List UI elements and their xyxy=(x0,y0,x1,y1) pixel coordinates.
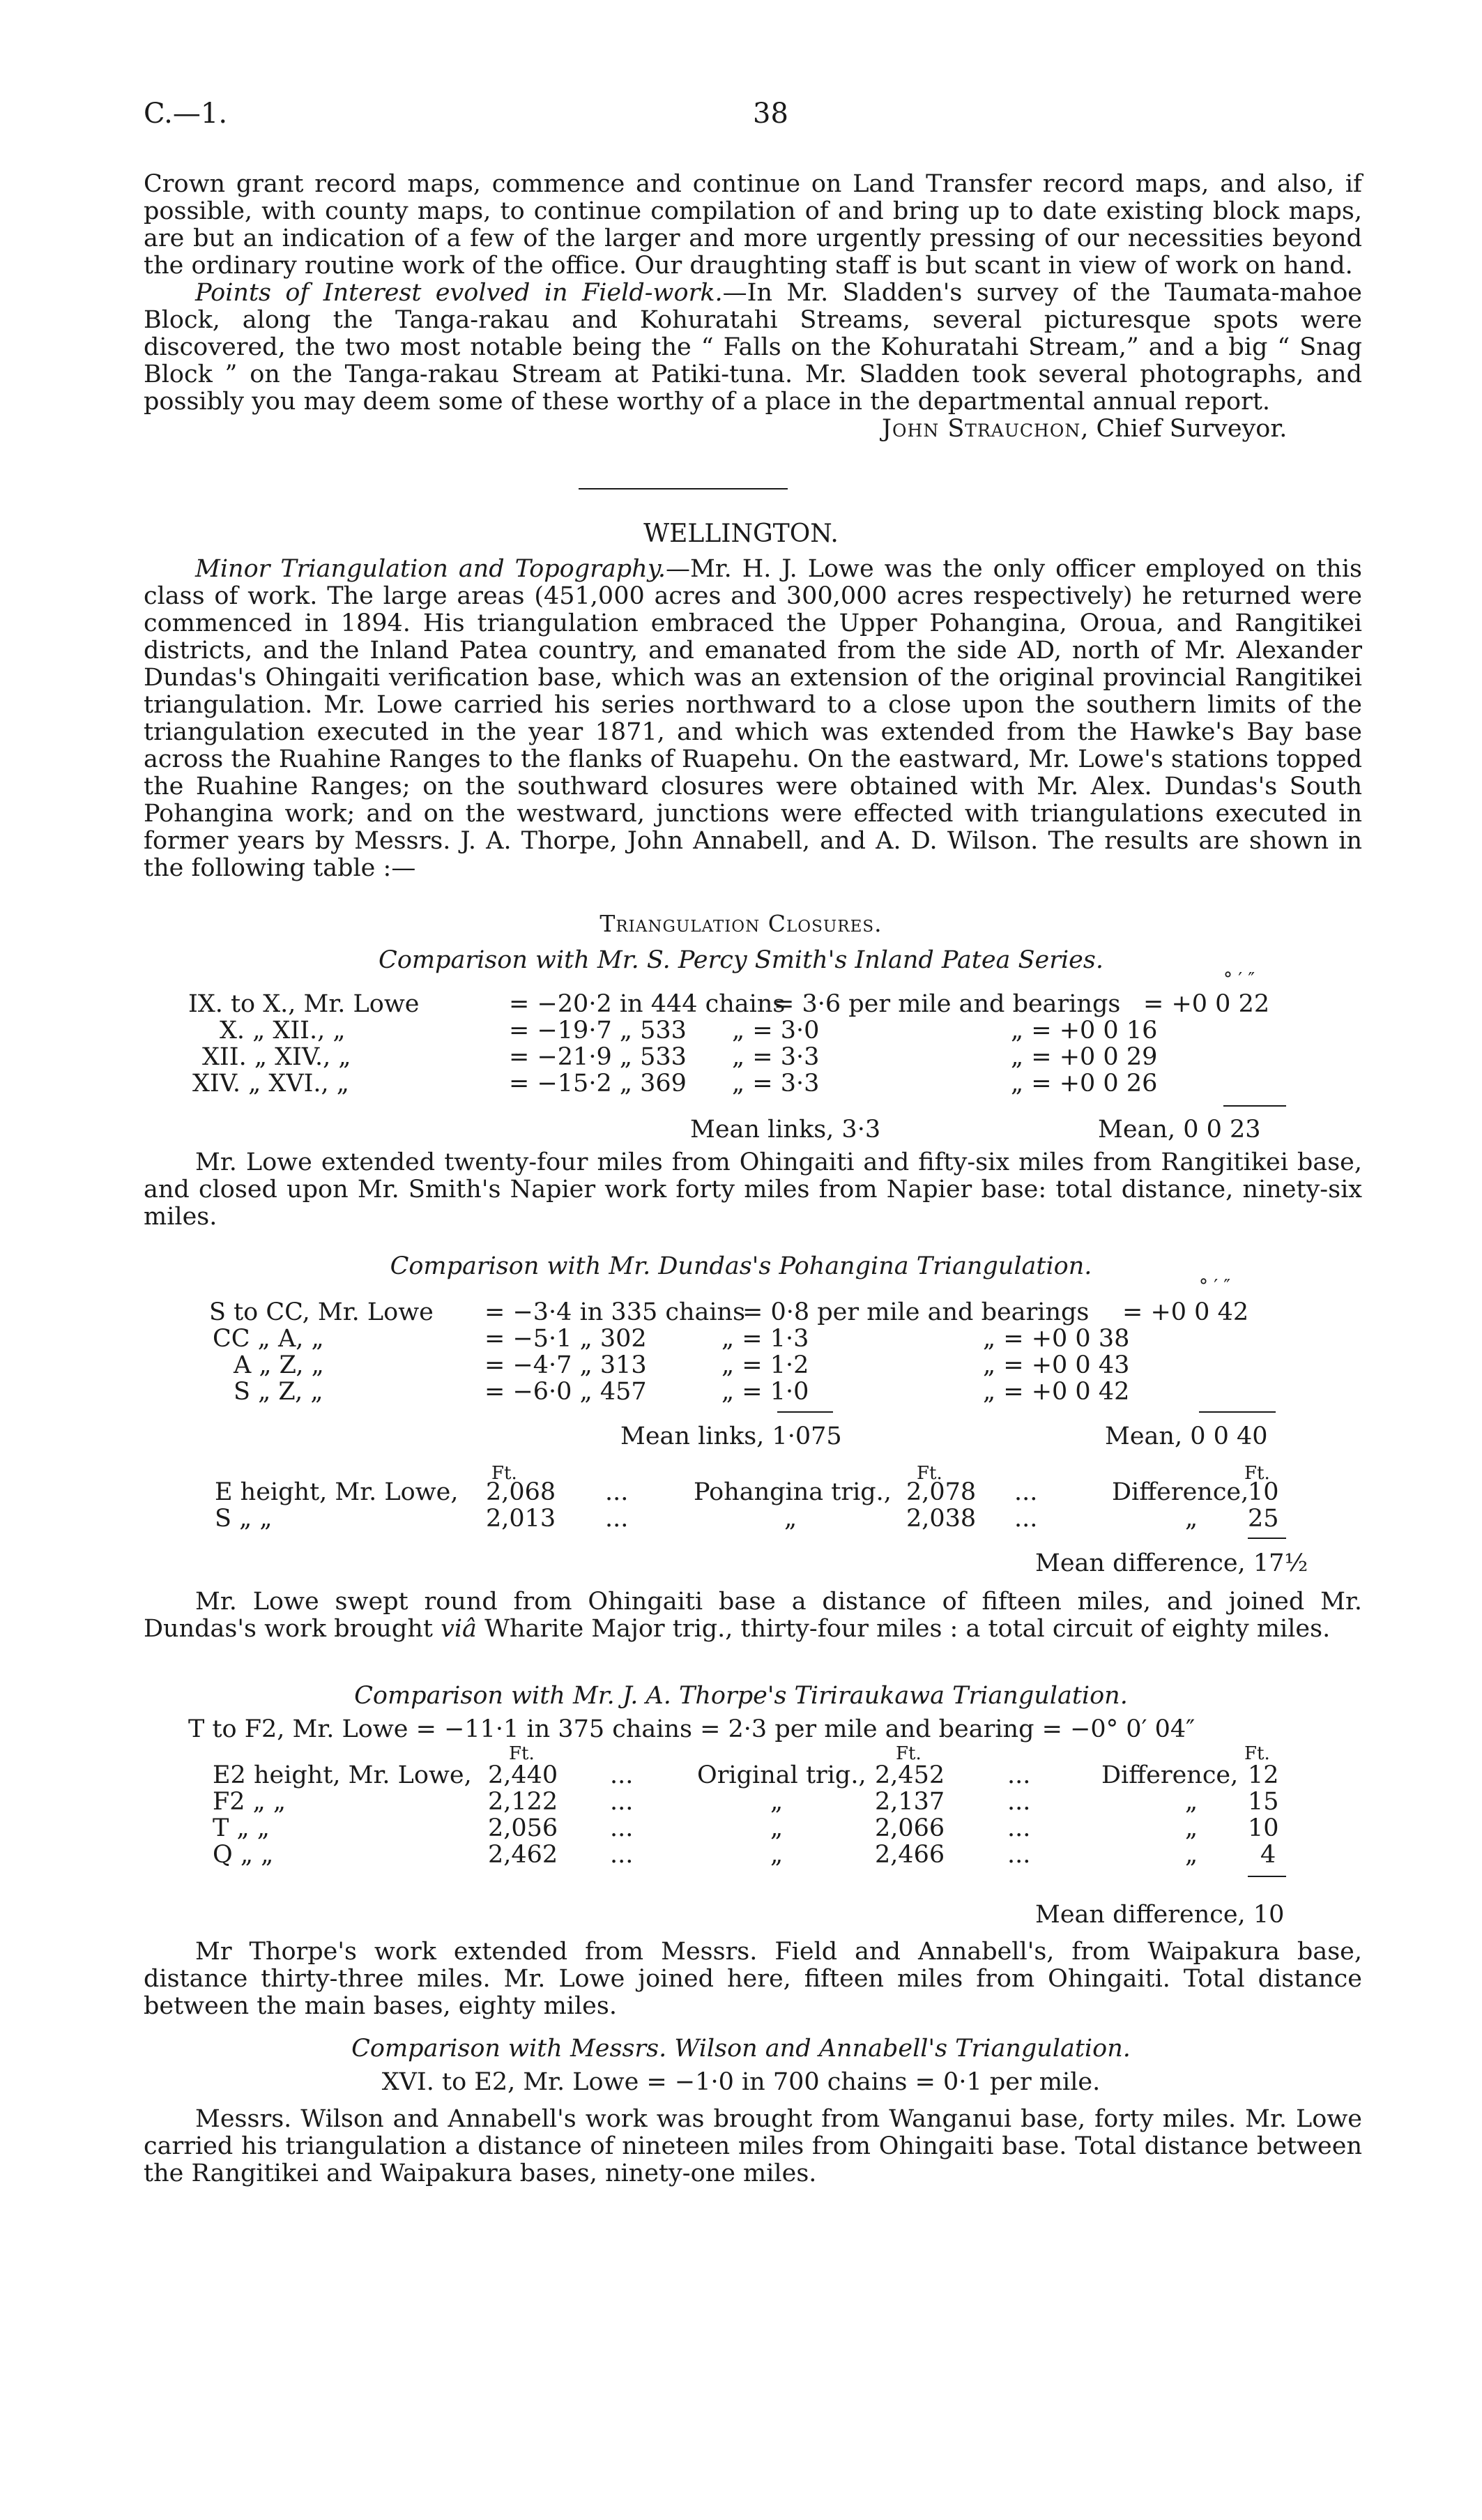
difference-value: 4 xyxy=(1260,1841,1276,1869)
height-lowe: 2,013 xyxy=(486,1505,556,1533)
leader-dots: ... xyxy=(610,1788,634,1816)
wilson-comparison-title: Comparison with Messrs. Wilson and Annabell's Triangulation. xyxy=(351,2035,1131,2063)
difference-value: 25 xyxy=(1248,1505,1279,1533)
table-row-per-mile: „ = 1·0 xyxy=(721,1378,809,1406)
thorpe-closure: T to F2, Mr. Lowe = −11·1 in 375 chains = 2·3 per mile and bearing = −0° 0′ 04″ xyxy=(188,1715,1195,1743)
table-row-bearing: „ = +0 0 42 xyxy=(983,1378,1130,1406)
page-number: 38 xyxy=(753,98,788,130)
table-row-links: = −3·4 in 335 chains xyxy=(484,1298,746,1326)
leader-dots: ... xyxy=(1014,1478,1038,1506)
thorpe-comparison-title: Comparison with Mr. J. A. Thorpe's Tiriraukawa Triangulation. xyxy=(354,1682,1128,1710)
dundas-mean-links: Mean links, 1·075 xyxy=(620,1422,842,1450)
points-of-interest-text: —In Mr. Sladden's survey of the Taumata-mahoe Block, along the Tanga-rakau and Kohuratahi Streams, several picturesque spots were discovered, the two most notable being the “ Falls on the Kohuratahi Stream,” and a big “ Snag Block ” on the Tanga-rakau Stream at Patiki-tuna. Mr. Sladden took several photographs, and possibly you may deem some of these worthy of a place in the departmental annual report. xyxy=(144,279,1362,416)
table-row-per-mile: „ = 1·2 xyxy=(721,1351,809,1379)
table-row-bearing: „ = +0 0 16 xyxy=(1011,1017,1158,1045)
feet-header: Ft. xyxy=(491,1463,517,1484)
table-row-bearing: = +0 0 22 xyxy=(1143,990,1270,1018)
table-row-links: = −19·7 „ 533 xyxy=(509,1017,687,1045)
paragraph-lowe-swept: Mr. Lowe swept round from Ohingaiti base a distance of fifteen miles, and joined Mr. Dundas's work brought viâ Wharite Major trig., thirty-four miles : a total circuit of eighty miles. xyxy=(144,1588,1362,1643)
angle-units-header: ° ′ ″ xyxy=(1223,969,1255,990)
via-word: viâ xyxy=(441,1615,477,1643)
trig-label: „ xyxy=(770,1841,784,1869)
table-row-per-mile: = 3·6 per mile and bearings xyxy=(774,990,1121,1018)
paragraph-points-of-interest xyxy=(144,280,1362,416)
height-lowe: 2,122 xyxy=(488,1788,558,1816)
difference-label: „ xyxy=(1185,1788,1198,1816)
smith-comparison-title: Comparison with Mr. S. Percy Smith's Inland Patea Series. xyxy=(379,946,1103,974)
table-row-per-mile: = 0·8 per mile and bearings xyxy=(742,1298,1090,1326)
table-row-bearing: „ = +0 0 43 xyxy=(983,1351,1130,1379)
leader-dots: ... xyxy=(1007,1841,1031,1869)
sum-rule xyxy=(1248,1876,1286,1877)
table-row-bearing: „ = +0 0 26 xyxy=(1011,1070,1158,1098)
paragraph-thorpe-work: Mr Thorpe's work extended from Messrs. Field and Annabell's, from Waipakura base, distance thirty-three miles. Mr. Lowe joined here, fifteen miles from Ohingaiti. Total distance between the main bases, eighty miles. xyxy=(144,1938,1362,2020)
difference-label: Difference, xyxy=(1112,1478,1249,1506)
difference-value: 12 xyxy=(1248,1761,1279,1789)
leader-dots: ... xyxy=(1007,1814,1031,1842)
trig-label: Original trig., xyxy=(697,1761,866,1789)
table-row-links: = −15·2 „ 369 xyxy=(509,1070,687,1098)
leader-dots: ... xyxy=(605,1505,629,1533)
points-of-interest-heading: Points of Interest evolved in Field-work. xyxy=(195,279,723,307)
table-row-stations: XII. „ XIV., „ xyxy=(202,1043,351,1071)
trig-label: Pohangina trig., xyxy=(694,1478,892,1506)
signature-name: John Strauchon xyxy=(882,415,1081,443)
feet-header: Ft. xyxy=(1244,1463,1270,1484)
sum-rule xyxy=(1248,1538,1286,1539)
table-row-bearing: = +0 0 42 xyxy=(1122,1298,1249,1326)
leader-dots: ... xyxy=(610,1841,634,1869)
height-lowe: 2,056 xyxy=(488,1814,558,1842)
difference-label: „ xyxy=(1185,1841,1198,1869)
table-row-stations: S to CC, Mr. Lowe xyxy=(209,1298,434,1326)
difference-label: „ xyxy=(1185,1505,1198,1533)
trig-value: 2,038 xyxy=(906,1505,977,1533)
difference-label: „ xyxy=(1185,1814,1198,1842)
paragraph-wilson-annabell: Messrs. Wilson and Annabell's work was brought from Wanganui base, forty miles. Mr. Lowe carried his triangulation a distance of nineteen miles from Ohingaiti base. Total distance between the Rangitikei and Waipakura bases, ninety-one miles. xyxy=(144,2105,1362,2187)
height-label: T „ „ xyxy=(213,1814,270,1842)
table-row-per-mile: „ = 3·3 xyxy=(732,1043,820,1071)
trig-value: 2,066 xyxy=(875,1814,945,1842)
minor-triangulation-heading: Minor Triangulation and Topography. xyxy=(195,555,666,583)
dundas-mean-difference: Mean difference, 17½ xyxy=(1035,1549,1308,1577)
closures-title: Triangulation Closures. xyxy=(599,910,883,937)
difference-value: 10 xyxy=(1248,1478,1279,1506)
trig-value: 2,078 xyxy=(906,1478,977,1506)
height-lowe: 2,462 xyxy=(488,1841,558,1869)
table-row-links: = −6·0 „ 457 xyxy=(484,1378,647,1406)
difference-value: 10 xyxy=(1248,1814,1279,1842)
table-row-per-mile: „ = 1·3 xyxy=(721,1325,809,1353)
height-label: E height, Mr. Lowe, xyxy=(215,1478,459,1506)
table-row-bearing: „ = +0 0 38 xyxy=(983,1325,1130,1353)
height-label: E2 height, Mr. Lowe, xyxy=(213,1761,472,1789)
trig-value: 2,137 xyxy=(875,1788,945,1816)
difference-value: 15 xyxy=(1248,1788,1279,1816)
table-row-links: = −5·1 „ 302 xyxy=(484,1325,647,1353)
section-divider xyxy=(579,488,788,489)
table-row-links: = −4·7 „ 313 xyxy=(484,1351,647,1379)
table-row-stations: CC „ A, „ xyxy=(213,1325,324,1353)
table-row-links: = −21·9 „ 533 xyxy=(509,1043,687,1071)
leader-dots: ... xyxy=(605,1478,629,1506)
feet-header: Ft. xyxy=(509,1743,535,1764)
angle-units-header: ° ′ ″ xyxy=(1199,1276,1231,1297)
leader-dots: ... xyxy=(1007,1788,1031,1816)
paragraph-minor-triangulation xyxy=(144,556,1362,882)
height-lowe: 2,068 xyxy=(486,1478,556,1506)
feet-header: Ft. xyxy=(917,1463,942,1484)
trig-value: 2,466 xyxy=(875,1841,945,1869)
wilson-closure: XVI. to E2, Mr. Lowe = −1·0 in 700 chains = 0·1 per mile. xyxy=(381,2068,1101,2096)
height-label: Q „ „ xyxy=(213,1841,274,1869)
table-row-per-mile: „ = 3·3 xyxy=(732,1070,820,1098)
dundas-mean-bearing: Mean, 0 0 40 xyxy=(1105,1422,1268,1450)
thorpe-mean-difference: Mean difference, 10 xyxy=(1035,1901,1285,1929)
table-row-stations: IX. to X., Mr. Lowe xyxy=(188,990,420,1018)
table-row-bearing: „ = +0 0 29 xyxy=(1011,1043,1158,1071)
table-row-stations: X. „ XII., „ xyxy=(220,1017,346,1045)
sum-rule xyxy=(1199,1411,1276,1413)
paragraph-lowe-extended: Mr. Lowe extended twenty-four miles from Ohingaiti and fifty-six miles from Rangitikei base, and closed upon Mr. Smith's Napier work forty miles from Napier base: total distance, ninety-six miles. xyxy=(144,1148,1362,1231)
leader-dots: ... xyxy=(610,1761,634,1789)
feet-header: Ft. xyxy=(896,1743,922,1764)
table-row-links: = −20·2 in 444 chains xyxy=(509,990,786,1018)
trig-label: „ xyxy=(784,1505,797,1533)
leader-dots: ... xyxy=(610,1814,634,1842)
minor-triangulation-text: —Mr. H. J. Lowe was the only officer employed on this class of work. The large areas (451,000 acres and 300,000 acres respectively) he returned were commenced in 1894. His triangulation embraced the Upper Pohangina, Oroua, and Rangitikei districts, and the Inland Patea country, and emanated from the side AD, north of Mr. Alexander Dundas's Ohingaiti verification base, which was an extension of the original provincial Rangitikei triangulation. Mr. Lowe carried his series northward to a close upon the southern limits of the triangulation executed in the year 1871, and which was extended from the Hawke's Bay base across the Ruahine Ranges to the flanks of Ruapehu. On the eastward, Mr. Lowe's stations topped the Ruahine Ranges; on the southward closures were obtained with Mr. Alex. Dundas's South Pohangina work; and on the westward, junctions were effected with triangulations executed in former years by Messrs. J. A. Thorpe, John Annabell, and A. D. Wilson. The results are shown in the following table :— xyxy=(144,555,1362,882)
height-label: F2 „ „ xyxy=(213,1788,287,1816)
feet-header: Ft. xyxy=(1244,1743,1270,1764)
height-label: S „ „ xyxy=(215,1505,273,1533)
smith-mean-links: Mean links, 3·3 xyxy=(690,1116,881,1144)
paragraph-draughting: Crown grant record maps, commence and continue on Land Transfer record maps, and also, if possible, with county maps, to continue compilation of and bring up to date existing block maps, are but an indication of a few of the larger and more urgently pressing of our necessities beyond the ordinary routine work of the office. Our draughting staff is but scant in view of work on hand. xyxy=(144,170,1362,280)
leader-dots: ... xyxy=(1007,1761,1031,1789)
signature-title: , Chief Surveyor. xyxy=(1080,415,1288,443)
height-lowe: 2,440 xyxy=(488,1761,558,1789)
difference-label: Difference, xyxy=(1101,1761,1239,1789)
trig-label: „ xyxy=(770,1788,784,1816)
leader-dots: ... xyxy=(1014,1505,1038,1533)
table-row-stations: A „ Z, „ xyxy=(234,1351,324,1379)
section-title: WELLINGTON. xyxy=(643,519,839,548)
sum-rule xyxy=(1223,1105,1286,1107)
signature xyxy=(882,416,1287,443)
table-row-stations: S „ Z, „ xyxy=(234,1378,323,1406)
table-row-per-mile: „ = 3·0 xyxy=(732,1017,820,1045)
document-code: C.—1. xyxy=(144,98,228,130)
smith-mean-bearing: Mean, 0 0 23 xyxy=(1098,1116,1261,1144)
table-row-stations: XIV. „ XVI., „ xyxy=(192,1070,349,1098)
trig-label: „ xyxy=(770,1814,784,1842)
dundas-comparison-title: Comparison with Mr. Dundas's Pohangina Triangulation. xyxy=(390,1252,1092,1280)
sum-rule xyxy=(777,1411,833,1413)
trig-value: 2,452 xyxy=(875,1761,945,1789)
